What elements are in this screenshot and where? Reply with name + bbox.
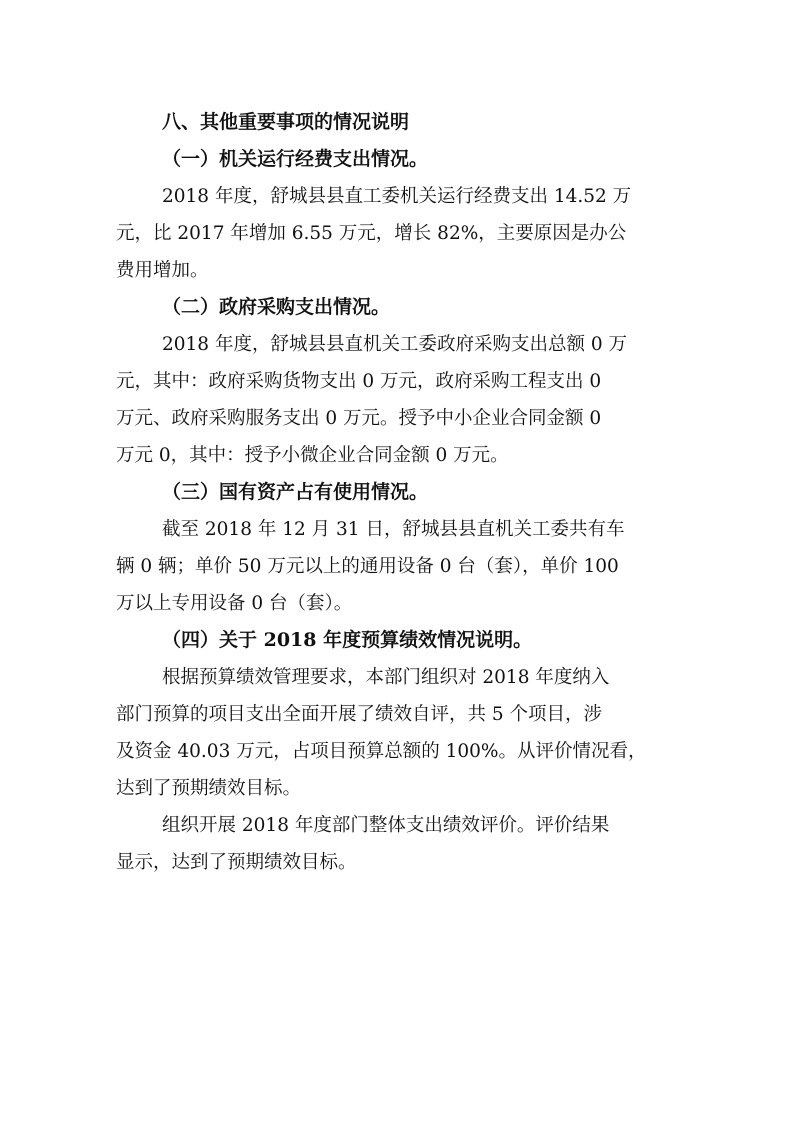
text-line: 达到了预期绩效目标。 — [116, 778, 302, 799]
text-line: 及资金 40.03 万元，占项目预算总额的 100%。从评价情况看， — [116, 741, 647, 762]
document-body — [116, 104, 676, 881]
text-line: 万元、政府采购服务支出 0 万元。授予中小企业合同金额 0 — [116, 408, 602, 429]
subsection-heading-state-assets: （三）国有资产占有使用情况。 — [162, 481, 429, 503]
paragraph-project-self-evaluation — [116, 659, 676, 807]
text-line: 2018 年度，舒城县县直工委机关运行经费支出 14.52 万 — [162, 186, 632, 207]
text-line: 费用增加。 — [116, 260, 209, 281]
subsection-heading-operating-expenses: （一）机关运行经费支出情况。 — [162, 148, 429, 170]
text-line: 显示，达到了预期绩效目标。 — [116, 852, 357, 873]
text-line: 万元 0，其中：授予小微企业合同金额 0 万元。 — [116, 445, 509, 466]
text-line: 部门预算的项目支出全面开展了绩效自评，共 5 个项目，涉 — [116, 704, 603, 725]
paragraph-state-assets — [116, 511, 676, 622]
paragraph-operating-expenses — [116, 178, 676, 289]
text-line: 辆 0 辆；单价 50 万元以上的通用设备 0 台（套），单价 100 — [116, 556, 619, 577]
text-line: 万以上专用设备 0 台（套）。 — [116, 593, 353, 614]
subsection-heading-budget-performance: （四）关于 2018 年度预算绩效情况说明。 — [162, 629, 533, 651]
section-heading-other-matters: 八、其他重要事项的情况说明 — [162, 111, 410, 133]
text-line: 2018 年度，舒城县县直机关工委政府采购支出总额 0 万 — [162, 334, 627, 355]
text-line: 组织开展 2018 年度部门整体支出绩效评价。评价结果 — [162, 815, 610, 836]
paragraph-department-evaluation — [116, 807, 676, 881]
text-line: 元，比 2017 年增加 6.55 万元，增长 82%，主要原因是办公 — [116, 223, 627, 244]
text-line: 元，其中：政府采购货物支出 0 万元，政府采购工程支出 0 — [116, 371, 602, 392]
subsection-heading-government-procurement: （二）政府采购支出情况。 — [162, 296, 391, 318]
paragraph-government-procurement — [116, 326, 676, 474]
text-line: 截至 2018 年 12 月 31 日，舒城县县直机关工委共有车 — [162, 519, 625, 540]
text-line: 根据预算绩效管理要求，本部门组织对 2018 年度纳入 — [162, 667, 610, 688]
